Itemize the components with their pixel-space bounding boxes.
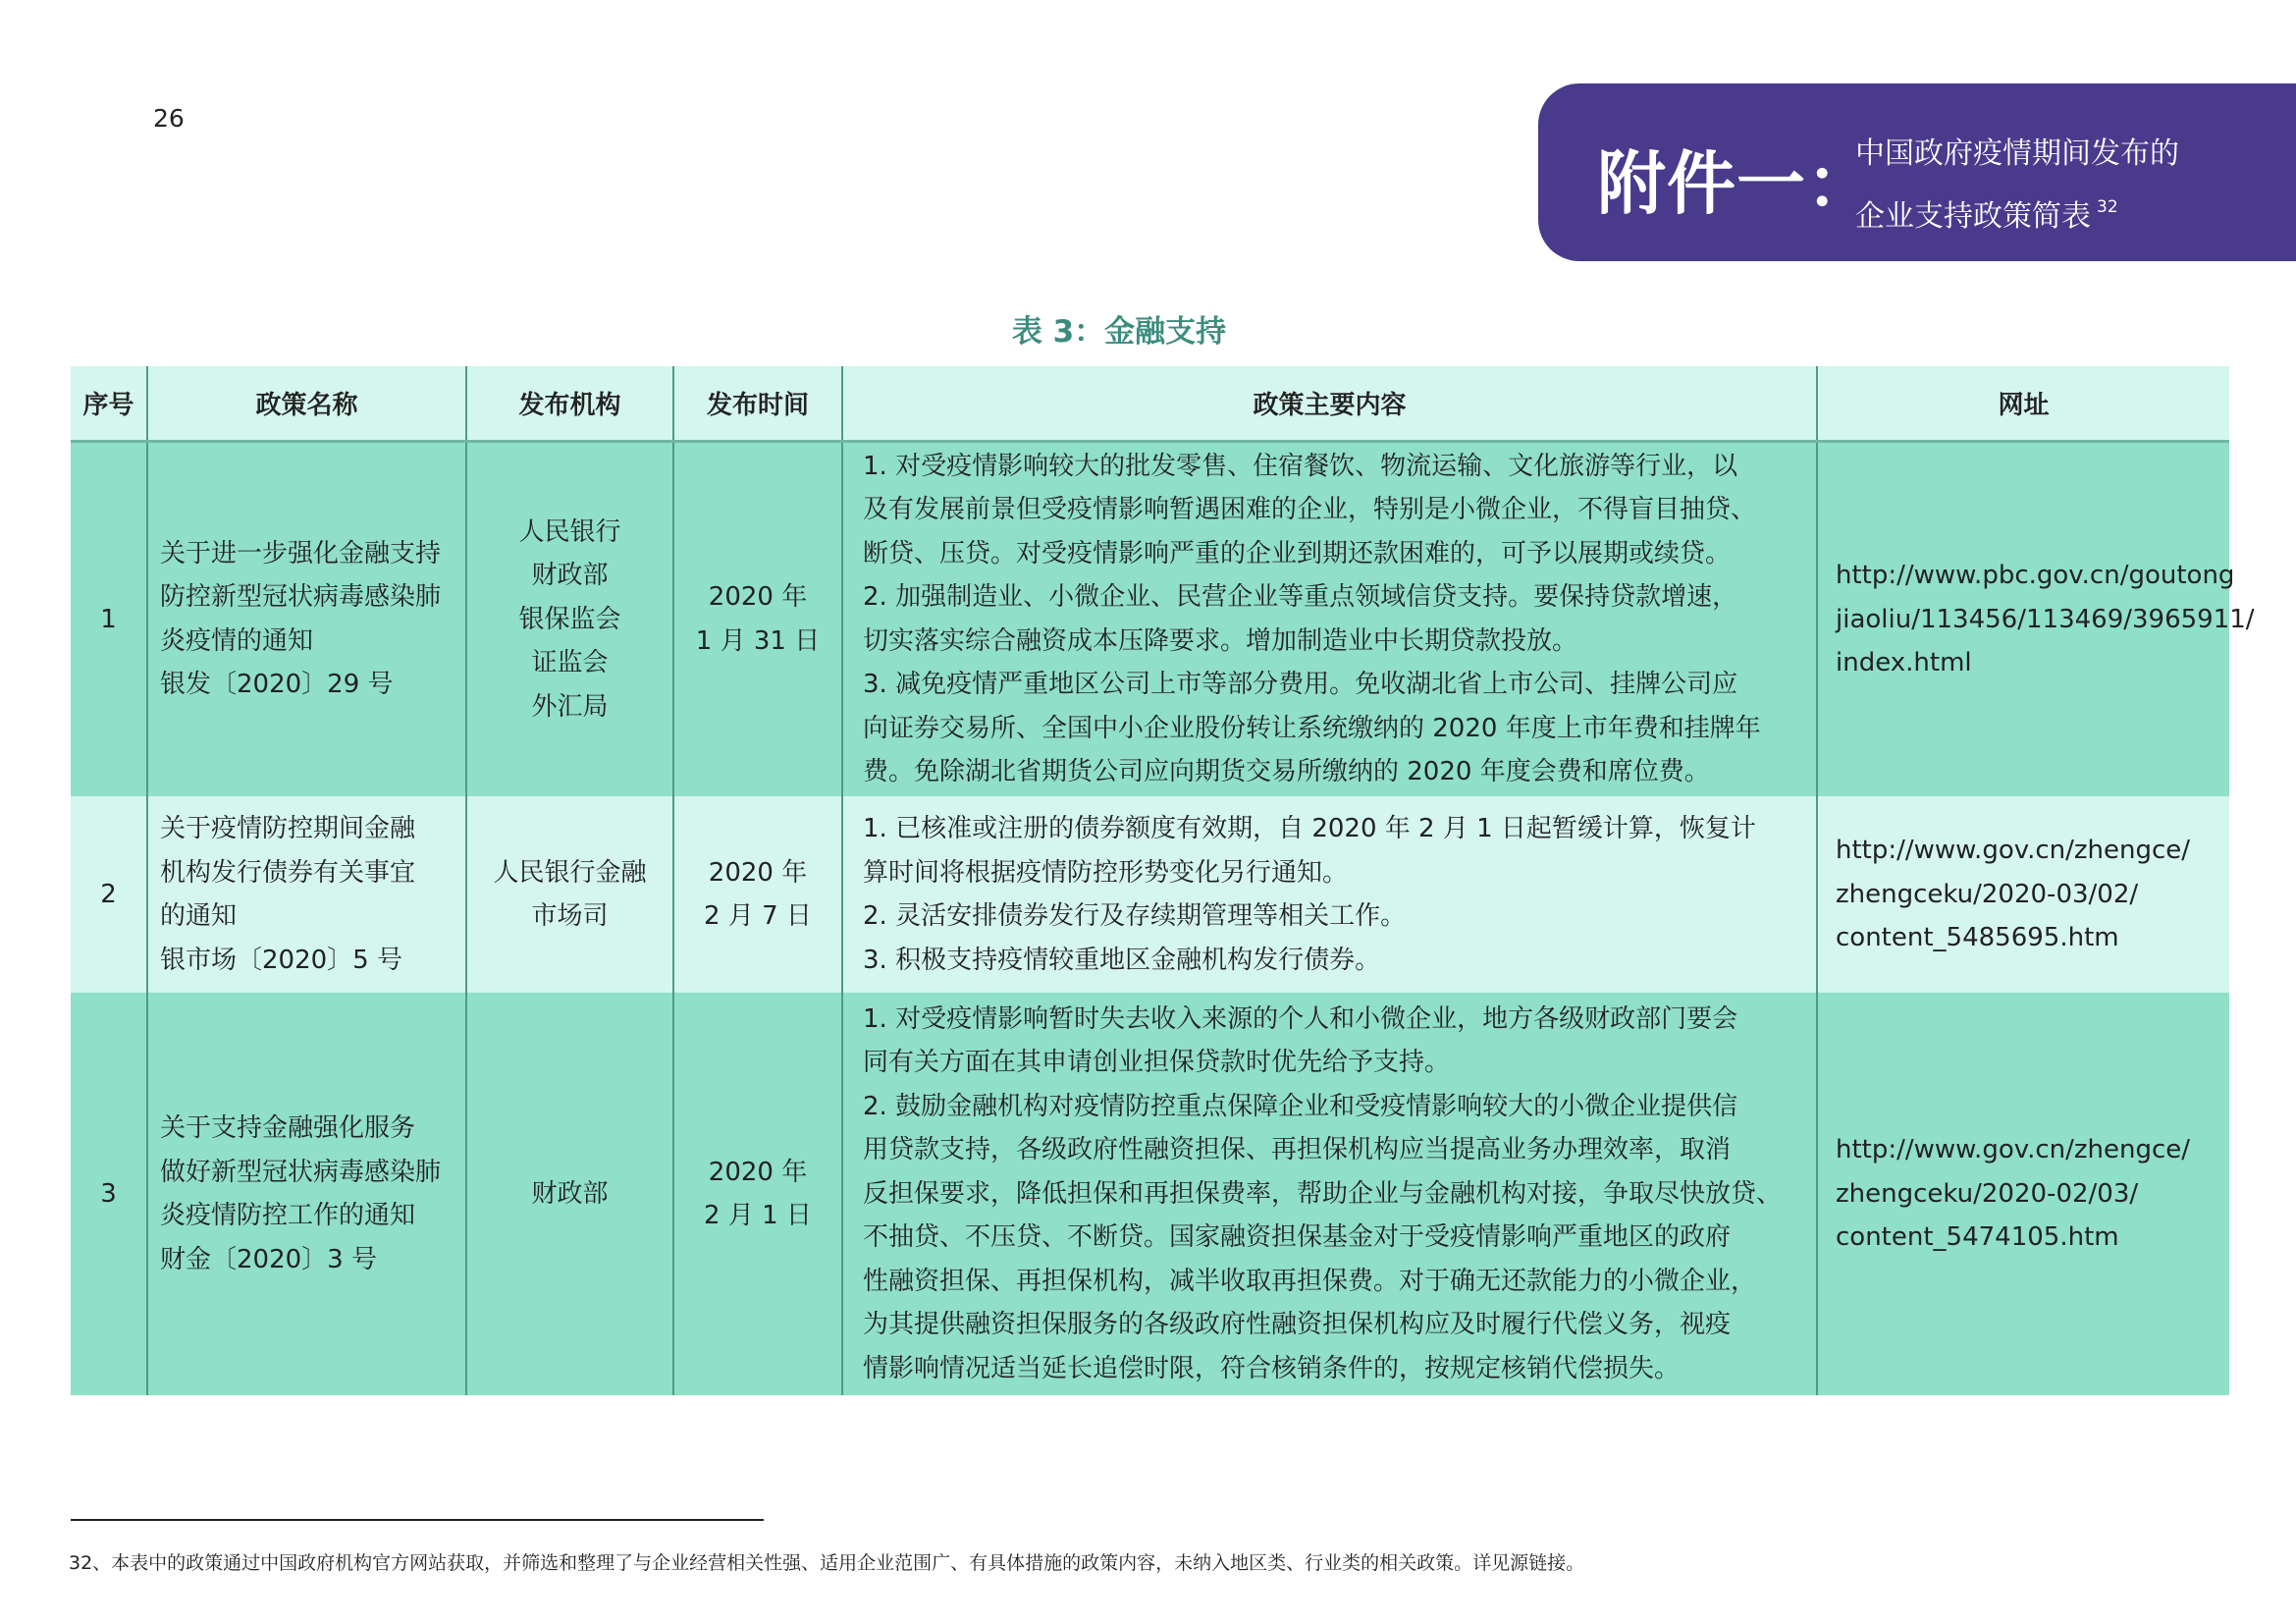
- cell-content-line: 不抽贷、不压贷、不断贷。国家融资担保基金对于受疫情影响严重地区的政府: [863, 1222, 1732, 1253]
- cell-content-line: 用贷款支持，各级政府性融资担保、再担保机构应当提高业务办理效率，取消: [863, 1135, 1732, 1165]
- cell-org-line: 财政部: [531, 561, 609, 590]
- col-header-url: 网址: [1817, 366, 2229, 441]
- cell-name: [147, 796, 466, 993]
- cell-content-line: 2. 加强制造业、小微企业、民营企业等重点领域信贷支持。要保持贷款增速，: [863, 582, 1738, 613]
- cell-content-line: 3. 积极支持疫情较重地区金融机构发行债券。: [863, 945, 1381, 975]
- banner-title-line2: [1855, 181, 2179, 244]
- cell-org-line: 银保监会: [518, 604, 621, 634]
- banner-title: [1855, 127, 2179, 244]
- cell-seq: 1: [100, 604, 117, 634]
- footnote: 32、本表中的政策通过中国政府机构官方网站获取，并筛选和整理了与企业经营相关性强、适用企业范围广、有具体措施的政策内容，未纳入地区类、行业类的相关政策。详见源链接。: [69, 1552, 1585, 1574]
- cell-name-line: 关于进一步强化金融支持: [160, 538, 442, 568]
- cell-name-line: 的通知: [160, 901, 238, 931]
- cell-org: [466, 993, 673, 1395]
- col-header-org: 发布机构: [466, 366, 673, 441]
- page-number: 26: [153, 104, 185, 133]
- cell-org: [466, 796, 673, 993]
- cell-name-line: 财金〔2020〕3 号: [160, 1244, 377, 1274]
- cell-content-line: 同有关方面在其申请创业担保贷款时优先给予支持。: [863, 1048, 1451, 1078]
- cell-content-line: 3. 减免疫情严重地区公司上市等部分费用。免收湖北省上市公司、挂牌公司应: [863, 670, 1738, 700]
- cell-date-line: 2020 年: [708, 1157, 808, 1187]
- footnote-ref: 32: [2097, 197, 2118, 217]
- cell-url-line[interactable]: content_5474105.htm: [1836, 1222, 2119, 1253]
- cell-org-line: 市场司: [531, 901, 609, 931]
- cell-content-line: 1. 已核准或注册的债券额度有效期，自 2020 年 2 月 1 日起暂缓计算，恢复计: [863, 814, 1756, 843]
- col-header-date: 发布时间: [673, 366, 842, 441]
- table-row: [71, 441, 2229, 796]
- cell-date-line: 2 月 7 日: [704, 901, 812, 931]
- cell-url: [1817, 993, 2229, 1395]
- cell-org-line: 财政部: [531, 1178, 609, 1209]
- cell-date: [673, 441, 842, 796]
- banner-prefix: 附件一：: [1597, 143, 1876, 224]
- cell-org-line: 外汇局: [531, 691, 609, 722]
- cell-url-line[interactable]: zhengceku/2020-03/02/: [1836, 879, 2139, 909]
- cell-org-line: 人民银行金融: [493, 857, 647, 888]
- cell-date: [673, 993, 842, 1395]
- cell-content-line: 1. 对受疫情影响暂时失去收入来源的个人和小微企业，地方各级财政部门要会: [863, 1003, 1738, 1034]
- cell-name-line: 银发〔2020〕29 号: [160, 670, 394, 700]
- table-row: [71, 796, 2229, 993]
- cell-content: [842, 441, 1817, 796]
- cell-date-line: 1 月 31 日: [695, 625, 821, 656]
- footnote-rule: [71, 1519, 764, 1521]
- banner-title-line2-text: 企业支持政策简表: [1855, 199, 2091, 234]
- cell-url: [1817, 796, 2229, 993]
- cell-name-line: 防控新型冠状病毒感染肺: [160, 582, 442, 613]
- cell-date-line: 2020 年: [708, 857, 808, 888]
- cell-org: [466, 441, 673, 796]
- cell-content-line: 性融资担保、再担保机构，减半收取再担保费。对于确无还款能力的小微企业，: [863, 1266, 1757, 1296]
- cell-name-line: 关于支持金融强化服务: [160, 1113, 416, 1143]
- cell-content-line: 情影响情况适当延长追偿时限，符合核销条件的，按规定核销代偿损失。: [863, 1353, 1681, 1383]
- cell-name-line: 机构发行债券有关事宜: [160, 857, 416, 888]
- col-header-content: 政策主要内容: [842, 366, 1817, 441]
- col-header-name: 政策名称: [147, 366, 466, 441]
- table-title: 表 3：金融支持: [1011, 314, 1227, 350]
- cell-name: [147, 993, 466, 1395]
- cell-url-line[interactable]: http://www.gov.cn/zhengce/: [1836, 1135, 2191, 1165]
- cell-url-line[interactable]: http://www.pbc.gov.cn/goutong: [1836, 561, 2235, 590]
- cell-name-line: 炎疫情防控工作的通知: [160, 1201, 416, 1230]
- cell-content: [842, 796, 1817, 993]
- cell-content: [842, 993, 1817, 1395]
- cell-org-line: 证监会: [531, 648, 609, 677]
- cell-url-line[interactable]: zhengceku/2020-02/03/: [1836, 1178, 2139, 1209]
- cell-name-line: 炎疫情的通知: [160, 625, 314, 656]
- cell-content-line: 算时间将根据疫情防控形势变化另行通知。: [863, 857, 1349, 888]
- cell-name-line: 银市场〔2020〕5 号: [160, 945, 402, 975]
- cell-url-line[interactable]: http://www.gov.cn/zhengce/: [1836, 836, 2191, 866]
- cell-seq: 2: [100, 879, 117, 909]
- cell-name: [147, 441, 466, 796]
- cell-content-line: 断贷、压贷。对受疫情影响严重的企业到期还款困难的，可予以展期或续贷。: [863, 538, 1732, 568]
- col-header-seq: 序号: [71, 366, 147, 441]
- cell-content-line: 费。免除湖北省期货公司应向期货交易所缴纳的 2020 年度会费和席位费。: [863, 757, 1710, 787]
- cell-url-line[interactable]: content_5485695.htm: [1836, 923, 2119, 953]
- cell-content-line: 2. 鼓励金融机构对疫情防控重点保障企业和受疫情影响较大的小微企业提供信: [863, 1091, 1738, 1121]
- cell-content-line: 向证券交易所、全国中小企业股份转让系统缴纳的 2020 年度上市年费和挂牌年: [863, 713, 1761, 743]
- cell-url-line[interactable]: jiaoliu/113456/113469/3965911/: [1836, 604, 2255, 634]
- policy-table: [71, 366, 2255, 1395]
- cell-url: [1817, 441, 2255, 796]
- cell-content-line: 切实落实综合融资成本压降要求。增加制造业中长期贷款投放。: [863, 625, 1578, 656]
- cell-content-line: 为其提供融资担保服务的各级政府性融资担保机构应及时履行代偿义务，视疫: [863, 1310, 1732, 1340]
- cell-url-line[interactable]: index.html: [1836, 648, 1972, 677]
- cell-content-line: 1. 对受疫情影响较大的批发零售、住宿餐饮、物流运输、文化旅游等行业，以: [863, 451, 1738, 481]
- table-header-row: [71, 366, 2229, 441]
- cell-name-line: 关于疫情防控期间金融: [160, 814, 416, 843]
- cell-date: [673, 796, 842, 993]
- cell-content-line: 及有发展前景但受疫情影响暂遇困难的企业，特别是小微企业，不得盲目抽贷、: [863, 495, 1757, 525]
- cell-date-line: 2 月 1 日: [704, 1201, 812, 1230]
- cell-name-line: 做好新型冠状病毒感染肺: [160, 1157, 442, 1187]
- cell-seq: 3: [100, 1178, 117, 1209]
- table-row: [71, 993, 2229, 1395]
- banner-title-line1: 中国政府疫情期间发布的: [1855, 136, 2179, 171]
- cell-content-line: 2. 灵活安排债券发行及存续期管理等相关工作。: [863, 901, 1407, 931]
- cell-org-line: 人民银行: [518, 516, 621, 547]
- cell-date-line: 2020 年: [708, 582, 808, 613]
- cell-content-line: 反担保要求，降低担保和再担保费率，帮助企业与金融机构对接，争取尽快放贷、: [863, 1178, 1783, 1209]
- appendix-banner: [1538, 83, 2296, 261]
